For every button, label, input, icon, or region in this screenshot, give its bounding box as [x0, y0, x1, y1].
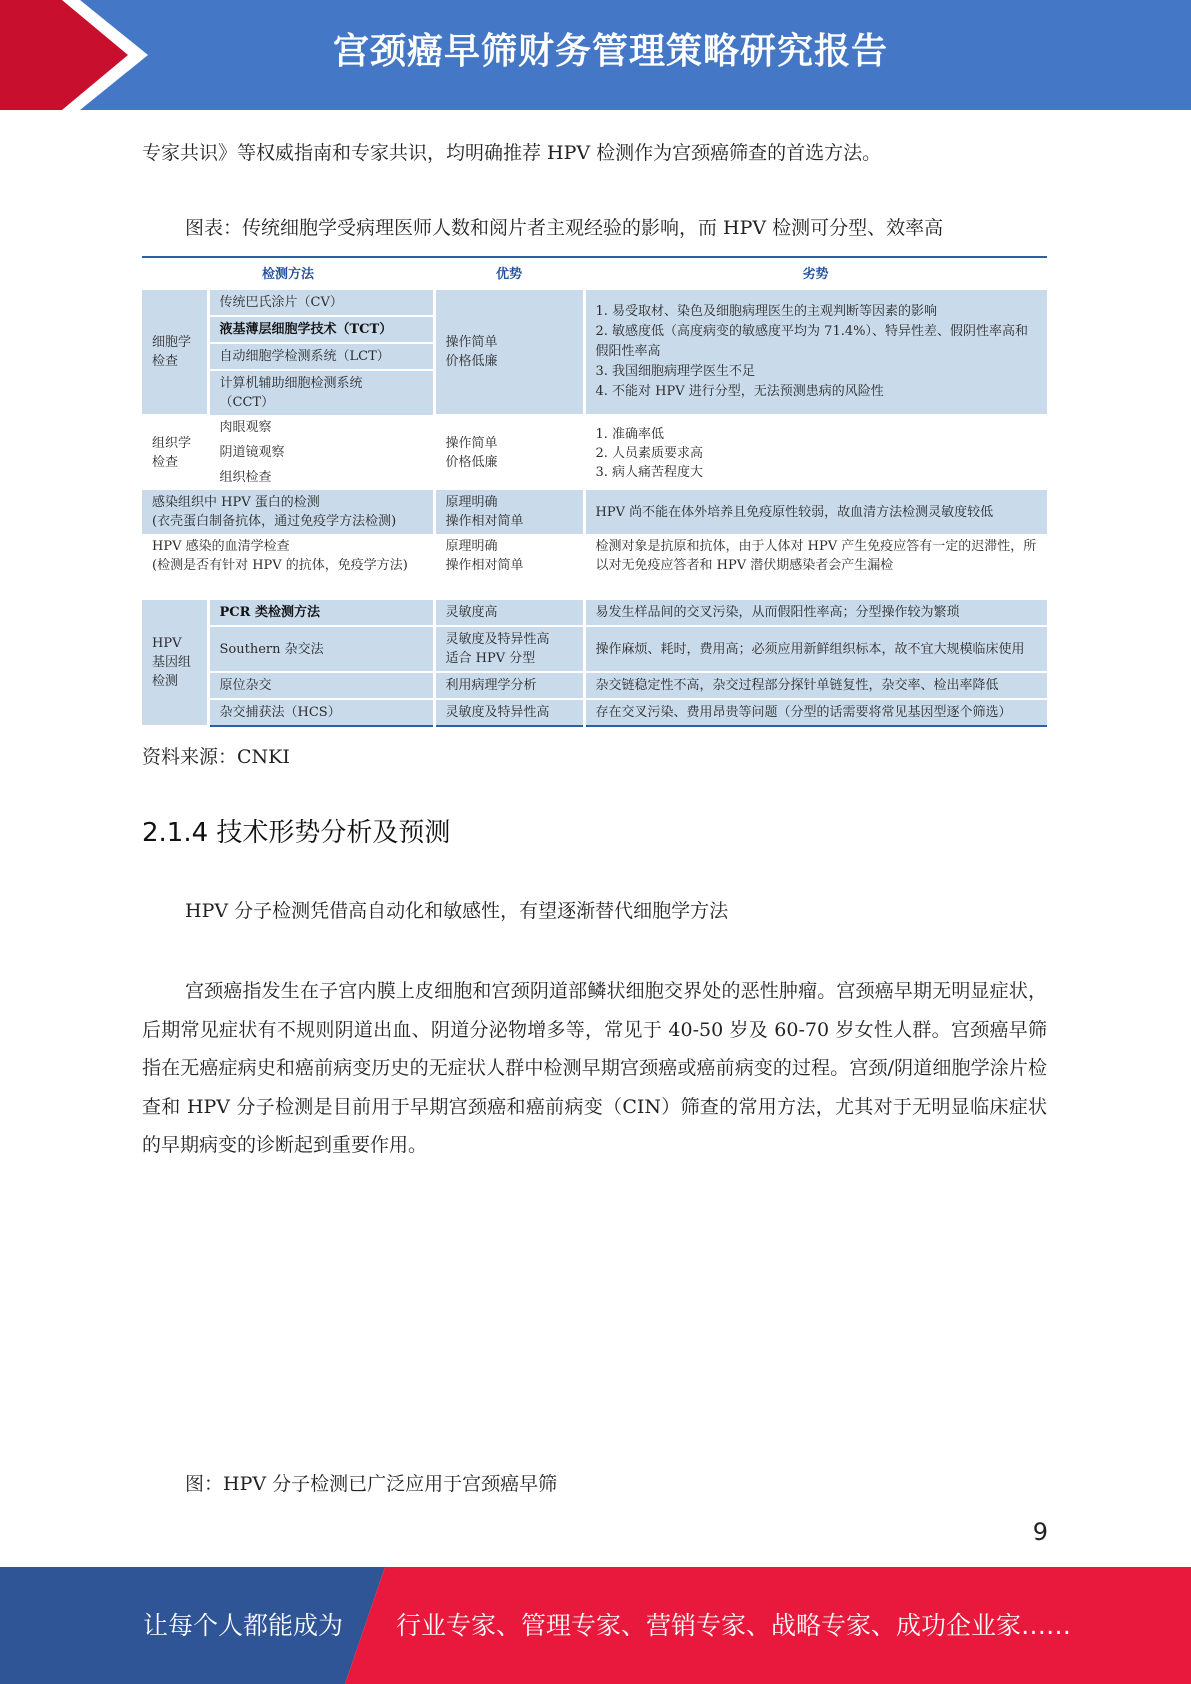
method-cell: 阴道镜观察 [208, 440, 434, 465]
method-cell: HPV 感染的血清学检查 (检测是否有针对 HPV 的抗体，免疫学方法) [142, 534, 434, 578]
table-row [142, 534, 1047, 578]
advantage-cell: 利用病理学分析 [434, 672, 584, 699]
table-row [142, 672, 1047, 699]
advantage-cell: 原理明确 操作相对简单 [434, 534, 584, 578]
comparison-table [142, 256, 1047, 727]
table-header-row [142, 257, 1047, 290]
section-heading: 2.1.4 技术形势分析及预测 [142, 818, 451, 848]
disadvantage-cell: 操作麻烦、耗时，费用高；必须应用新鲜组织标本，故不宜大规模临床使用 [584, 626, 1047, 672]
method-cell: 传统巴氏涂片（CV） [208, 290, 434, 316]
advantage-cell: 操作简单 价格低廉 [434, 290, 584, 415]
table-row [142, 490, 1047, 534]
method-cell: 组织检查 [208, 465, 434, 490]
method-cell: 液基薄层细胞学技术（TCT） [208, 316, 434, 343]
header-advantage: 优势 [496, 266, 523, 282]
advantage-cell: 灵敏度及特异性高 适合 HPV 分型 [434, 626, 584, 672]
method-cell: 自动细胞学检测系统（LCT） [208, 343, 434, 370]
lead-sentence: HPV 分子检测凭借高自动化和敏感性，有望逐渐替代细胞学方法 [185, 900, 729, 922]
intro-paragraph: 专家共识》等权威指南和专家共识，均明确推荐 HPV 检测作为宫颈癌筛查的首选方法。 [142, 142, 882, 164]
disadvantage-cell: 易发生样品间的交叉污染，从而假阳性率高；分型操作较为繁琐 [584, 600, 1047, 626]
page-header [0, 0, 1191, 110]
method-cell: 原位杂交 [208, 672, 434, 699]
advantage-cell: 灵敏度及特异性高 [434, 699, 584, 726]
table-row [142, 290, 1047, 316]
page-number: 9 [1032, 1518, 1048, 1546]
table-row [142, 415, 1047, 440]
table-row [142, 600, 1047, 626]
category-cytology: 细胞学 检查 [142, 290, 208, 415]
disadvantage-cell: 存在交叉污染、费用昂贵等问题（分型的话需要将常见基因型逐个筛选） [595, 705, 1012, 720]
source-note: 资料来源：CNKI [142, 746, 290, 768]
table-caption: 图表：传统细胞学受病理医师人数和阅片者主观经验的影响，而 HPV 检测可分型、效率高 [185, 217, 944, 239]
category-histology: 组织学 检查 [142, 415, 208, 490]
table-row [142, 699, 1047, 726]
advantage-cell: 灵敏度高 [434, 600, 584, 626]
table-spacer [142, 578, 1047, 600]
method-cell: 杂交捕获法（HCS） [208, 699, 434, 726]
figure-caption: 图：HPV 分子检测已广泛应用于宫颈癌早筛 [185, 1473, 558, 1495]
method-cell: Southern 杂交法 [208, 626, 434, 672]
table-row [142, 626, 1047, 672]
disadvantage-cell: 杂交链稳定性不高，杂交过程部分探针单链复性，杂交率、检出率降低 [584, 672, 1047, 699]
disadvantage-cell: 1. 易受取材、染色及细胞病理医生的主观判断等因素的影响 2. 敏感度低（高度病变的敏感度平均为 71.4%）、特异性差、假阴性率高和假阳性率高 3. 我国细胞病理学医生不足 4. 不能对 HPV 进行分型，无法预测患病的风险性 [584, 290, 1047, 415]
disadvantage-cell: 1. 准确率低 2. 人员素质要求高 3. 病人痛苦程度大 [595, 426, 704, 480]
method-cell: PCR 类检测方法 [208, 600, 434, 626]
footer-slogan-left: 让每个人都能成为 [143, 1611, 344, 1640]
page-footer [0, 1567, 1191, 1684]
disadvantage-cell: 检测对象是抗原和抗体，由于人体对 HPV 产生免疫应答有一定的迟滞性，所以对无免疫应答者和 HPV 潜伏期感染者会产生漏检 [595, 539, 1037, 573]
advantage-cell: 原理明确 操作相对简单 [434, 490, 584, 534]
advantage-cell: 操作简单 价格低廉 [434, 415, 584, 490]
method-cell: 肉眼观察 [208, 415, 434, 440]
method-cell: 感染组织中 HPV 蛋白的检测 (衣壳蛋白制备抗体，通过免疫学方法检测) [142, 490, 434, 534]
category-hpv-genome: HPV 基因组 检测 [142, 600, 208, 726]
header-disadvantage: 劣势 [802, 266, 829, 282]
body-paragraph: 宫颈癌指发生在子宫内膜上皮细胞和宫颈阴道部鳞状细胞交界处的恶性肿瘤。宫颈癌早期无明显症状，后期常见症状有不规则阴道出血、阴道分泌物增多等，常见于 40-50 岁及 60-70 岁女性人群。宫颈癌早筛指在无癌症病史和癌前病变历史的无症状人群中检测早期宫颈癌或癌前病变的过程。宫颈/阴道细胞学涂片检查和 HPV 分子检测是目前用于早期宫颈癌和癌前病变（CIN）筛查的常用方法，尤其对于无明显临床症状的早期病变的诊断起到重要作用。 [142, 980, 1047, 1156]
report-title: 宫颈癌早筛财务管理策略研究报告 [332, 31, 888, 72]
footer-slogan-right: 行业专家、管理专家、营销专家、战略专家、成功企业家…… [396, 1611, 1072, 1640]
method-cell: 计算机辅助细胞检测系统 （CCT） [208, 370, 434, 415]
header-method: 检测方法 [262, 266, 315, 282]
disadvantage-cell: HPV 尚不能在体外培养且免疫原性较弱，故血清方法检测灵敏度较低 [595, 504, 994, 520]
